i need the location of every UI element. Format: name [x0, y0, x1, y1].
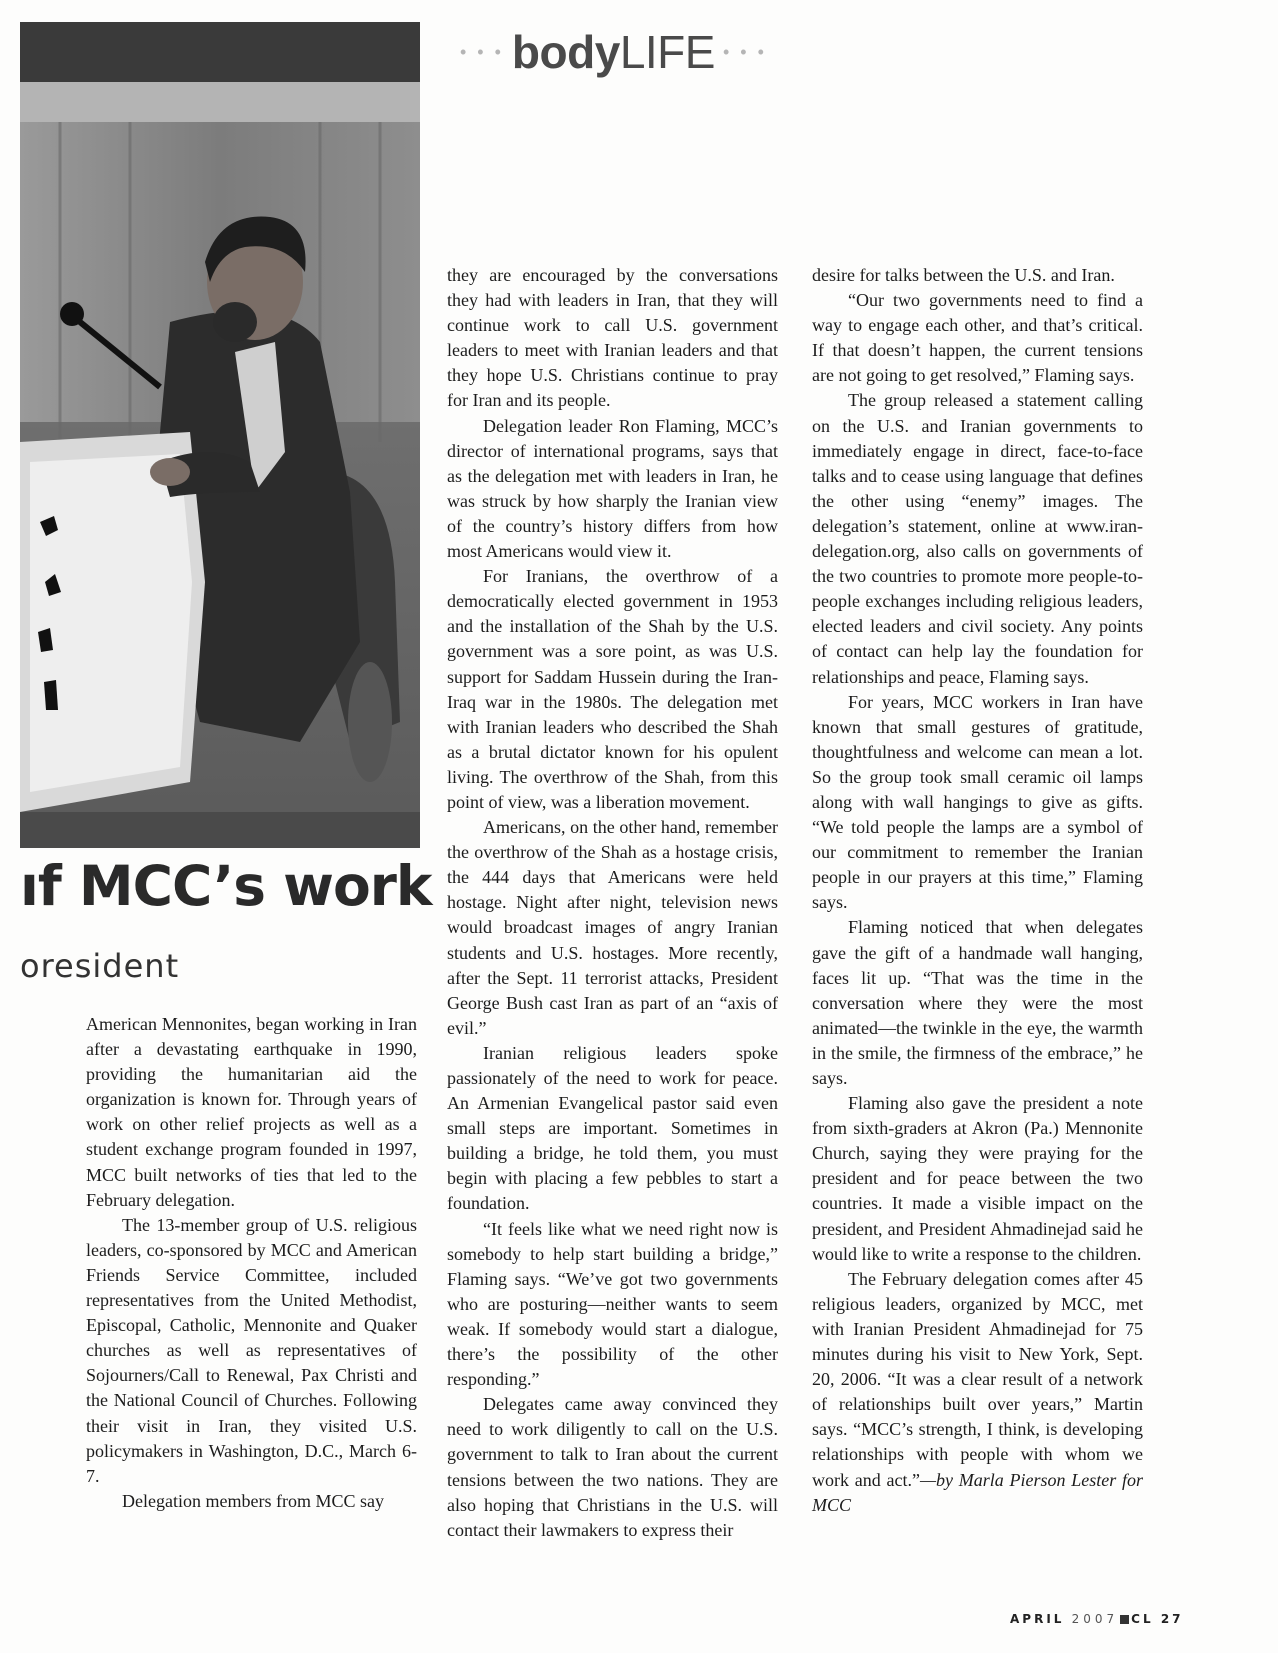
photo-illustration — [20, 22, 420, 848]
section-label-bold: body — [511, 26, 620, 78]
paragraph: Flaming also gave the president a note from sixth-graders at Akron (Pa.) Mennonite Church, saying they were praying for the president and for peace between the two countries. It made a visible impact on the president, and President Ahmadinejad said he would like to write a response to the children. — [812, 1093, 1143, 1264]
paragraph: The 13-member group of U.S. religious leaders, co-sponsored by MCC and American Friends Service Committee, included representatives from the United Methodist, Episcopal, Catholic, Mennonite and Quaker churches as well as representatives of Sojourners/Call to Renewal, Pax Christi and the National Council of Churches. Following their visit in Iran, they visited U.S. policymakers in Washington, D.C., March 6-7. — [86, 1214, 417, 1486]
page-number: 27 — [1160, 1612, 1184, 1626]
article-column-right — [812, 263, 1143, 1518]
decorative-dots-right-icon: • • • — [722, 41, 767, 62]
paragraph: “It feels like what we need right now is somebody to help start building a bridge,” Flaming says. “We’ve got two governments who are posturing—neither wants to seem weak. If somebody would start a dialogue, there’s the possibility of the other responding.” — [447, 1218, 778, 1390]
paragraph: desire for talks between the U.S. and Iran. — [812, 265, 1115, 285]
footer-year: 2007 — [1071, 1612, 1119, 1626]
footer-month: APRIL — [1010, 1612, 1065, 1626]
paragraph: Delegation members from MCC say — [122, 1490, 384, 1511]
article-column-middle — [447, 263, 778, 1543]
section-label — [452, 22, 775, 82]
footer-magazine: CL — [1131, 1612, 1154, 1626]
article-photo — [20, 22, 420, 848]
byline: —by Marla Pierson Lester for MCC — [812, 1469, 1143, 1515]
paragraph: Delegates came away convinced they need to work diligently to call on the U.S. government to talk to Iran about the current tensions between the two nations. They are also hoping that Christians in the U.S. will contact their lawmakers to express their — [447, 1394, 778, 1540]
headline: ıf MCC’s work — [20, 854, 432, 918]
paragraph: “Our two governments need to find a way to engage each other, and that’s critical. If that doesn’t happen, the current tensions are not going to get resolved,” Flaming says. — [812, 290, 1143, 386]
page-footer — [1010, 1612, 1184, 1626]
paragraph-last — [812, 1267, 1143, 1518]
paragraph: American Mennonites, began working in Iran after a devastating earthquake in 1990, providing the humanitarian aid the organization is known for. Through years of work on other relief projects as well as a student exchange program founded in 1997, MCC built networks of ties that led to the February delegation. — [86, 1014, 417, 1210]
decorative-dots-left-icon: • • • — [460, 41, 504, 62]
paragraph: The group released a statement calling on the U.S. and Iranian governments to immediately engage in direct, face-to-face talks and to cease using language that defines the other using “enemy” images. The delegation’s statement, online at www.iran-delegation.org, also calls on governments of the two countries to promote more people-to-people exchanges including religious leaders, elected leaders and civil society. Any points of contact can help lay the foundation for relationships and peace, Flaming says. — [812, 390, 1143, 687]
paragraph: they are encouraged by the conversations they had with leaders in Iran, that they will continue work to call U.S. government leaders to meet with Iranian leaders and that they hope U.S. Christians continue to pray for Iran and its people. — [447, 265, 778, 411]
paragraph: Iranian religious leaders spoke passionately of the need to work for peace. An Armenian Evangelical pastor said even small steps are important. Sometimes in building a bridge, he told them, you must begin with placing a few pebbles to start a foundation. — [447, 1042, 778, 1214]
paragraph: Flaming noticed that when delegates gave the gift of a handmade wall hanging, faces lit up. “That was the time in the conversation where they were the most animated—the twinkle in the eye, the warmth in the smile, the firmness of the embrace,” he says. — [812, 917, 1143, 1088]
square-bullet-icon — [1120, 1615, 1129, 1624]
paragraph: For Iranians, the overthrow of a democratically elected government in 1953 and the installation of the Shah by the U.S. government was a sore point, as was U.S. support for Saddam Hussein during the Iran-Iraq war in the 1980s. The delegation met with Iranian leaders who described the Shah as a brutal dictator known for his opulent living. The overthrow of the Shah, from this point of view, was a liberation movement. — [447, 566, 778, 812]
paragraph-text: The February delegation comes after 45 religious leaders, organized by MCC, met with Iranian President Ahmadinejad for 75 minutes during his visit to New York, Sept. 20, 2006. “It was a clear result of a network of relationships built over years,” Martin says. “MCC’s strength, I think, is developing relationships with people with whom we work and act.” — [812, 1268, 1143, 1490]
paragraph: For years, MCC workers in Iran have known that small gestures of gratitude, thoughtfulness and welcome can mean a lot. So the group took small ceramic oil lamps along with wall hangings to give as gifts. “We told people the lamps are a symbol of our commitment to remember the Iranian people in our prayers at this time,” Flaming says. — [812, 691, 1143, 913]
section-label-light: LIFE — [619, 26, 715, 78]
article-column-left — [86, 1012, 417, 1514]
paragraph: Americans, on the other hand, remember the overthrow of the Shah as a hostage crisis, the 444 days that Americans were held hostage. Night after night, television news would broadcast images of angry Iranian students and U.S. hostages. More recently, after the Sept. 11 terrorist attacks, President George Bush cast Iran as part of an “axis of evil.” — [447, 817, 778, 1038]
subhead: oresident — [20, 947, 180, 985]
paragraph: Delegation leader Ron Flaming, MCC’s director of international programs, says that as the delegation met with leaders in Iran, he was struck by how sharply the Iranian view of the country’s history differs from how most Americans would view it. — [447, 415, 778, 562]
